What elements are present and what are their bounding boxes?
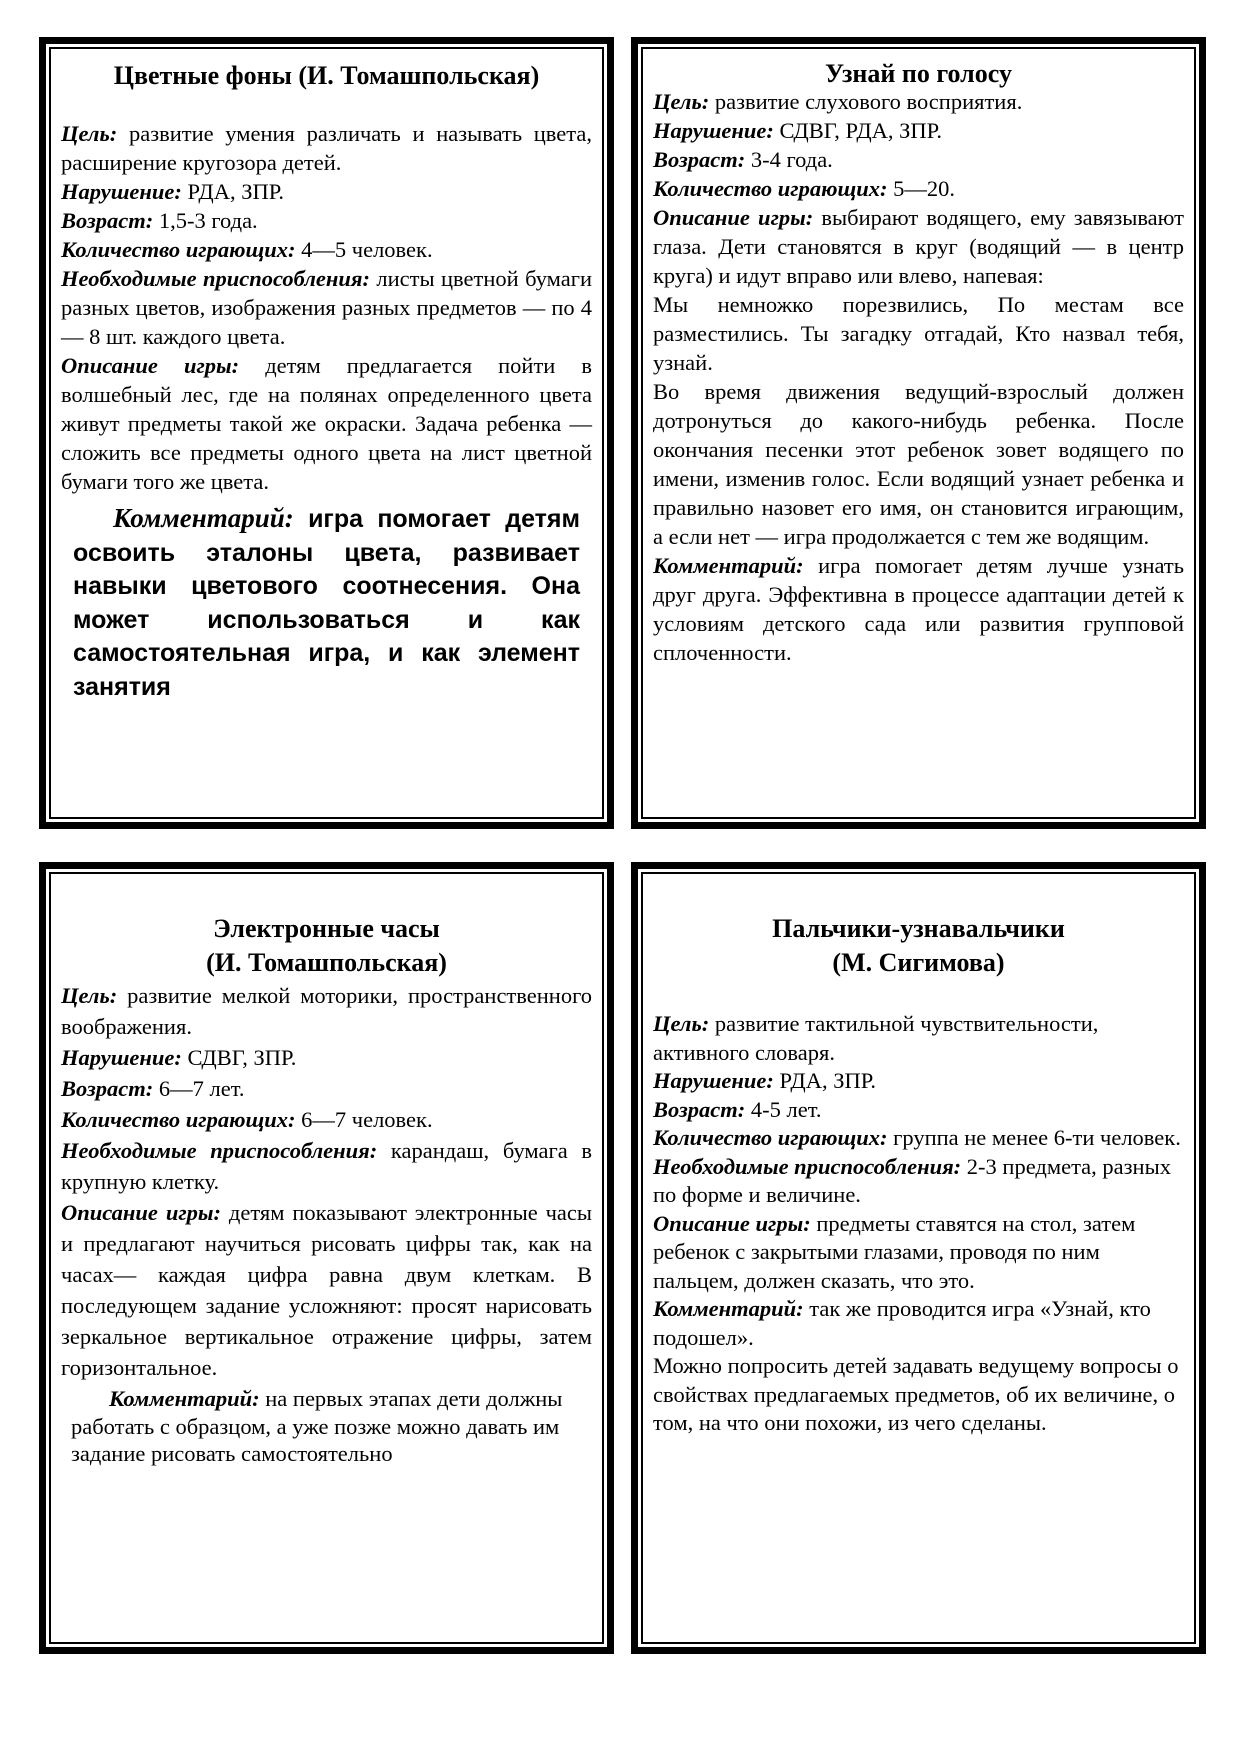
comment-label: Комментарий: — [113, 503, 294, 533]
field-text: так же проводится игра «Узнай, кто подошел». — [653, 1296, 1151, 1350]
field-text: игра помогает детям лучше узнать друг друга. Эффективна в процессе адаптации детей к условиям детского сада или развития групповой сплоченности. — [653, 553, 1185, 665]
field-text: 6—7 человек. — [301, 1107, 433, 1132]
title-line: (И. Томашпольская) — [206, 948, 447, 977]
field-text: развитие слухового восприятия. — [714, 89, 1023, 114]
field-label: Цель: — [61, 121, 118, 146]
field-label: Необходимые приспособления: — [61, 1138, 378, 1163]
field-label: Количество играющих: — [653, 176, 888, 201]
field-text: группа не менее 6-ти человек. — [893, 1125, 1181, 1150]
card-comment — [61, 502, 592, 704]
game-card-finger-guessers — [631, 862, 1206, 1654]
field-text: РДА, ЗПР. — [187, 179, 285, 204]
field-label: Цель: — [653, 1011, 710, 1036]
game-card-colored-backgrounds — [39, 37, 614, 829]
card-title: Узнай по голосу — [825, 59, 1012, 88]
field-label: Количество играющих: — [61, 237, 296, 262]
field-label: Описание игры: — [653, 1210, 811, 1236]
field-text: 4-5 лет. — [750, 1096, 822, 1122]
card-title — [61, 912, 592, 980]
comment-text: на первых этапах дети должны работать с образцом, а уже позже можно давать им задание рисовать самостоятельно — [71, 1386, 563, 1466]
field-label: Возраст: — [61, 1076, 154, 1101]
field-label: Нарушение: — [61, 1045, 182, 1070]
field-text: развитие умения различать и называть цвета, расширение кругозора детей. — [61, 121, 593, 175]
field-text: развитие тактильной чувствительности, активного словаря. — [653, 1011, 1099, 1065]
field-text: развитие мелкой моторики, пространственного воображения. — [61, 983, 592, 1039]
field-text: детям показывают электронные часы и предлагают научиться рисовать цифры так, как на часах— каждая цифра равна двум клеткам. В последующем задание усложняют: просят нарисовать зеркальное вертикальное отражение цифры, затем горизонтальное. — [61, 1200, 592, 1380]
field-text: СДВГ, РДА, ЗПР. — [779, 118, 943, 143]
field-text: 2-3 предмета, разных по форме и величине. — [653, 1153, 1171, 1207]
card-comment — [61, 1385, 592, 1468]
field-text: карандаш, бумага в крупную клетку. — [61, 1138, 592, 1194]
field-text: 4—5 человек. — [301, 237, 433, 262]
field-label: Цель: — [653, 89, 710, 114]
field-label: Количество играющих: — [653, 1125, 888, 1150]
field-label: Необходимые приспособления: — [61, 266, 370, 291]
field-label: Нарушение: — [653, 1068, 774, 1093]
field-text: СДВГ, ЗПР. — [187, 1045, 297, 1070]
field-text: Во время движения ведущий-взрослый должен дотронуться до какого-нибудь ребенка. После окончания песенки этот ребенок зовет водящего по имени, изменив голос. Если водящий узнает ребенка и правильно назовет его имя, он становится играющим, а если нет — игра продолжается с тем же водящим. — [653, 379, 1184, 549]
card-title — [653, 912, 1184, 980]
field-text: листы цветной бумаги разных цветов, изображения разных предметов — по 4— 8 шт. каждого цвета. — [61, 266, 593, 349]
field-label: Комментарий: — [653, 553, 804, 578]
field-label: Возраст: — [61, 208, 154, 233]
card-body — [653, 87, 1184, 667]
song-text: Мы немножко порезвились, По местам все разместились. Ты загадку отгадай, Кто назвал тебя, узнай. — [653, 292, 1184, 375]
field-label: Возраст: — [653, 1096, 746, 1122]
field-label: Количество играющих: — [61, 1107, 296, 1132]
field-text: 3-4 года. — [750, 147, 833, 172]
field-label: Нарушение: — [653, 118, 774, 143]
field-label: Необходимые приспособления: — [653, 1153, 962, 1179]
title-line: (М. Сигимова) — [832, 948, 1005, 977]
field-label: Возраст: — [653, 147, 746, 172]
field-text: Можно попросить детей задавать ведущему вопросы о свойствах предлагаемых предметов, об их величине, о том, на что они похожи, из чего сделаны. — [653, 1353, 1179, 1435]
card-body — [653, 1010, 1184, 1438]
comment-label: Комментарий: — [109, 1386, 260, 1411]
field-label: Описание игры: — [653, 205, 814, 230]
field-text: РДА, ЗПР. — [779, 1068, 877, 1093]
field-text: 5—20. — [893, 176, 956, 201]
field-label: Описание игры: — [61, 1200, 221, 1225]
field-label: Описание игры: — [61, 353, 240, 378]
field-text: 6—7 лет. — [158, 1076, 245, 1101]
comment-text: игра помогает детям освоить эталоны цвета, развивает навыки цветового соотнесения. Она может использоваться и как самостоятельная игра, и как элемент занятия — [73, 505, 580, 701]
card-body — [61, 980, 592, 1383]
card-body — [61, 119, 592, 496]
field-text: 1,5-3 года. — [158, 208, 258, 233]
field-label: Цель: — [61, 983, 118, 1008]
field-text: детям предлагается пойти в волшебный лес, где на полянах определенного цвета живут предметы такой же окраски. Задача ребенка — сложить все предметы одного цвета на лист цветной бумаги того же цвета. — [61, 353, 592, 494]
field-label: Комментарий: — [653, 1296, 804, 1321]
title-line: Электронные часы — [213, 914, 440, 943]
title-line: Пальчики-узнавальчики — [772, 914, 1065, 943]
field-text: выбирают водящего, ему завязывают глаза. Дети становятся в круг (водящий — в центр круга) и идут вправо или влево, напевая: — [653, 205, 1184, 288]
game-card-electronic-clock — [39, 862, 614, 1654]
game-card-guess-by-voice — [631, 37, 1206, 829]
card-title: Цветные фоны (И. Томашпольская) — [113, 61, 540, 90]
field-label: Нарушение: — [61, 179, 182, 204]
field-text: предметы ставятся на стол, затем ребенок с закрытыми глазами, проводя по ним пальцем, должен сказать, что это. — [653, 1210, 1136, 1293]
